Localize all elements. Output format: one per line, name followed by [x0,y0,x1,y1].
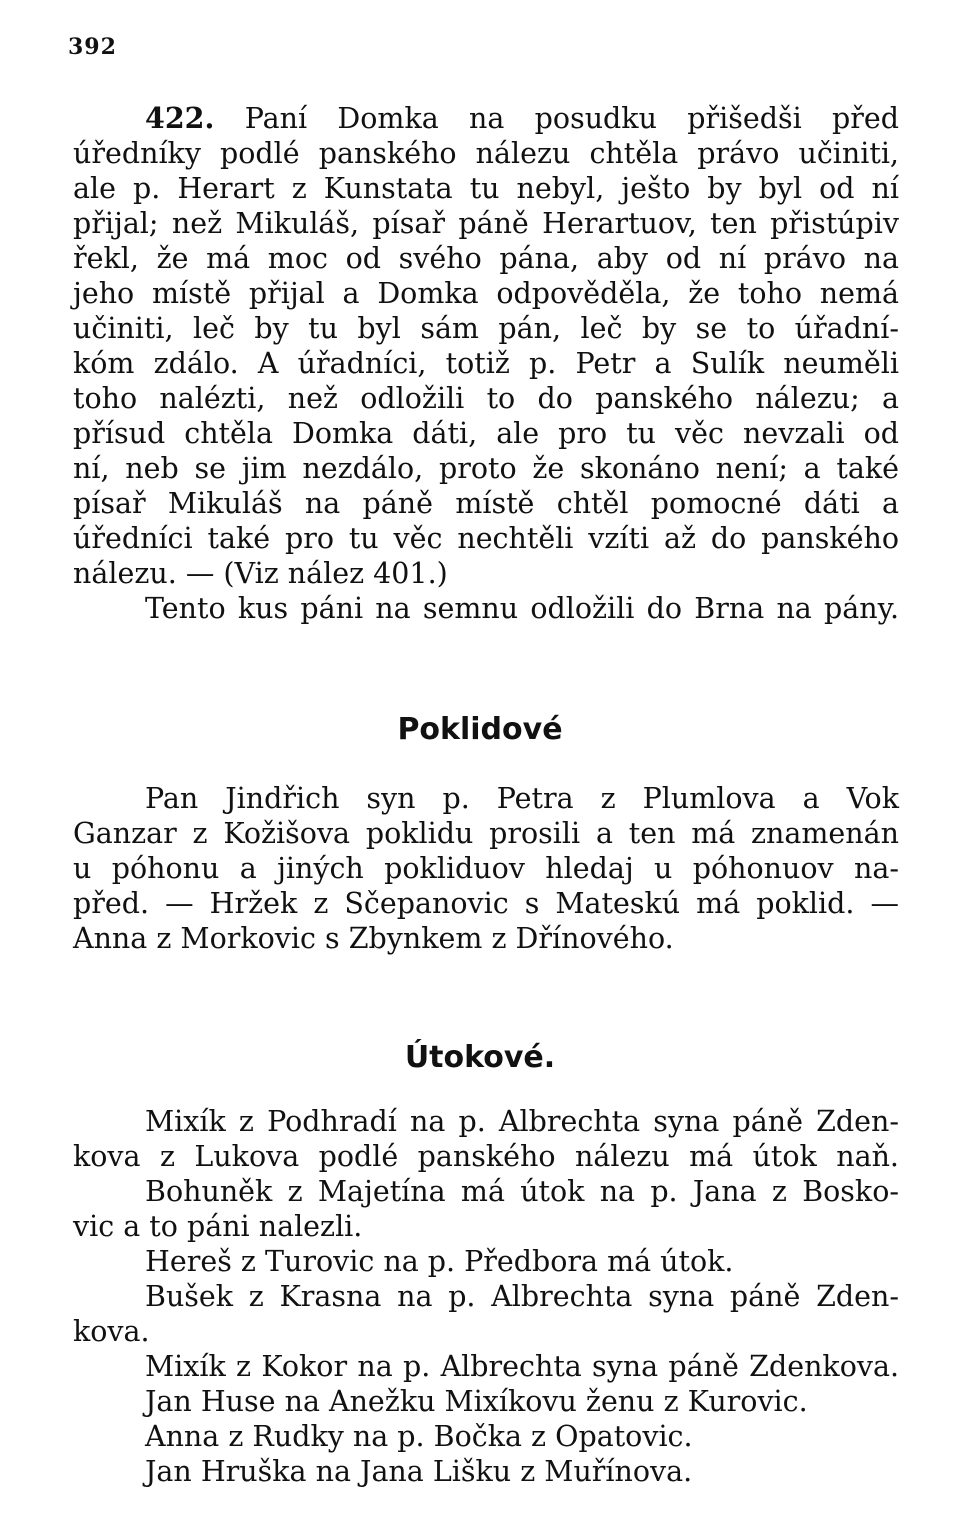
text-line: nálezu. — (Viz nález 401.) [73,557,448,590]
text-line: jeho místě přijal a Domka odpověděla, že toho nemá [73,277,899,310]
text-line: písař Mikuláš na páně místě chtěl pomocné dáti a [73,487,899,520]
text-line: Hereš z Turovic na p. Předbora má útok. [145,1245,734,1278]
section-heading-poklidove: Poklidové [397,712,563,747]
text-line: Bušek z Krasna na p. Albrechta syna páně Zden- [145,1280,899,1313]
text-line: ní, neb se jim nezdálo, proto že skonáno není; a také [73,452,899,485]
section-heading-utokove: Útokové. [404,1040,556,1075]
text-line: Mixík z Podhradí na p. Albrechta syna páně Zden- [145,1105,899,1138]
text-line: přísud chtěla Domka dáti, ale pro tu věc nevzali od [73,417,899,450]
text-line: Jan Huse na Anežku Mixíkovu ženu z Kurovic. [145,1385,808,1418]
text-line: Jan Hruška na Jana Lišku z Muřínova. [145,1455,693,1488]
text-line: řekl, že má moc od svého pána, aby od ní právo na [73,242,899,275]
text-line: přijal; než Mikuláš, písař páně Herartuov, ten přistúpiv [73,207,899,240]
text-line: kova z Lukova podlé panského nálezu má útok naň. [73,1140,899,1173]
text-line: ale p. Herart z Kunstata tu nebyl, ješto by byl od ní [73,172,899,205]
text-line: Mixík z Kokor na p. Albrechta syna páně Zdenkova. [145,1350,899,1383]
text-line: Anna z Rudky na p. Bočka z Opatovic. [145,1420,693,1453]
text-line: učiniti, leč by tu byl sám pán, leč by se to úřadní- [73,312,899,345]
text-line: Ganzar z Kožišova poklidu prosili a ten má znamenán [73,817,899,850]
text-line [145,101,899,136]
text-line: Bohuněk z Majetína má útok na p. Jana z Bosko- [145,1175,899,1208]
text-line: kóm zdálo. A úřadníci, totiž p. Petr a Sulík neuměli [73,347,899,380]
text-line: Anna z Morkovic s Zbynkem z Dřínového. [73,922,674,955]
text-line: vic a to páni nalezli. [73,1210,363,1243]
page-number: 392 [68,34,117,60]
text-line: úředníky podlé panského nálezu chtěla právo učiniti, [73,137,899,170]
text-line: Pan Jindřich syn p. Petra z Plumlova a Vok [145,782,899,815]
line-text: Paní Domka na posudku přišedši před [214,102,899,135]
text-line: úředníci také pro tu věc nechtěli vzíti až do panského [73,522,899,555]
paragraph-number: 422. [145,101,215,135]
text-line: toho nalézti, než odložili to do panského nálezu; a [73,382,899,415]
text-line: u póhonu a jiných pokliduov hledaj u póhonuov na- [73,852,899,885]
text-line: před. — Hržek z Sčepanovic s Mateskú má poklid. — [73,887,899,920]
text-line: Tento kus páni na semnu odložili do Brna na pány. [145,592,899,625]
text-line: kova. [73,1315,150,1348]
